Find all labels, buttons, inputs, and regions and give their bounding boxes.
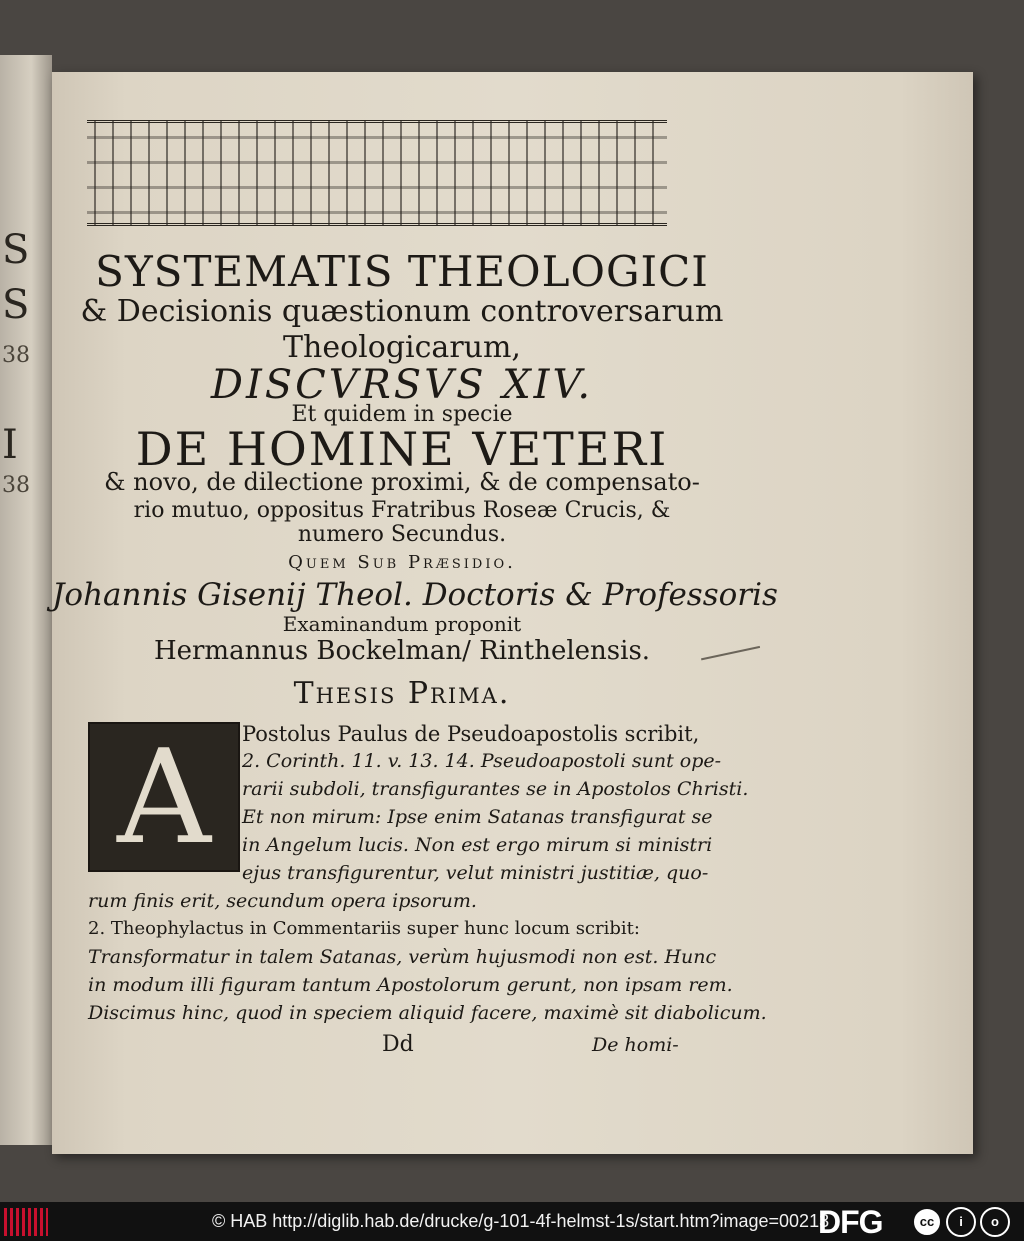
footer-bar xyxy=(0,1202,1024,1241)
edge-glyph: 38 xyxy=(2,473,30,498)
ornament-border xyxy=(87,120,667,226)
paragraph-1-line: in Angelum lucis. Non est ergo mirum si ministri xyxy=(242,834,713,856)
edge-glyph: S xyxy=(2,282,30,328)
by-icon: i xyxy=(946,1207,976,1237)
paragraph-2-line: in modum illi figuram tantum Apostolorum gerunt, non ipsam rem. xyxy=(88,974,733,996)
initial-letter: A xyxy=(117,721,211,873)
quem-line: Quem Sub Præsidio. xyxy=(288,552,516,573)
paragraph-1-line: ejus transfigurentur, velut ministri justitiæ, quo- xyxy=(242,862,709,884)
description-line-3: numero Secundus. xyxy=(297,522,507,547)
et-quidem-line: Et quidem in specie xyxy=(291,402,513,427)
cc-license-badge[interactable] xyxy=(912,1204,1022,1239)
subtitle-line-1: & Decisionis quæstionum controversarum xyxy=(80,294,724,329)
left-page-edge xyxy=(0,55,52,1145)
edge-glyph: 38 xyxy=(2,343,30,368)
catchword: De homi- xyxy=(592,1034,679,1056)
paragraph-1-line: Postolus Paulus de Pseudoapostolis scribit, xyxy=(242,722,700,746)
paragraph-2-line: Discimus hinc, quod in speciem aliquid facere, maximè sit diabolicum. xyxy=(88,1002,767,1024)
paragraph-1-line: rarii subdoli, transfigurantes se in Apostolos Christi. xyxy=(242,778,749,800)
examinandum-line: Examinandum proponit xyxy=(282,612,522,636)
sa-icon: o xyxy=(980,1207,1010,1237)
dfg-logo[interactable]: DFG xyxy=(818,1204,883,1240)
footer-link[interactable]: © HAB http://diglib.hab.de/drucke/g-101-4f-helmst-1s/start.htm?image=00213 xyxy=(212,1211,830,1231)
thesis-heading: Thesis Prima. xyxy=(293,676,511,711)
paragraph-2-line: Transformatur in talem Satanas, verùm hujusmodi non est. Hunc xyxy=(88,946,717,968)
cc-icon: cc xyxy=(912,1207,942,1237)
hab-logo-icon[interactable] xyxy=(4,1208,48,1236)
paragraph-1-line: 2. Corinth. 11. v. 13. 14. Pseudoapostoli sunt ope- xyxy=(242,750,722,772)
de-homine-heading: DE HOMINE VETERI xyxy=(135,422,669,476)
description-line-1: & novo, de dilectione proximi, & de compensato- xyxy=(104,468,700,496)
description-line-2: rio mutuo, oppositus Fratribus Roseæ Crucis, & xyxy=(133,498,671,523)
paragraph-1-line: rum finis erit, secundum opera ipsorum. xyxy=(88,890,477,912)
page-title: SYSTEMATIS THEOLOGICI xyxy=(95,247,709,296)
paragraph-2-line: 2. Theophylactus in Commentariis super hunc locum scribit: xyxy=(88,918,640,939)
edge-glyph: I xyxy=(2,422,18,468)
respondent-line: Hermannus Bockelman/ Rinthelensis. xyxy=(153,636,651,666)
paragraph-1-line: Et non mirum: Ipse enim Satanas transfigurat se xyxy=(242,806,713,828)
edge-glyph: S xyxy=(2,227,30,273)
signature-mark: Dd xyxy=(382,1032,414,1057)
decorated-initial xyxy=(88,722,240,872)
book-page xyxy=(52,72,973,1154)
praeses-line: Johannis Gisenij Theol. Doctoris & Professoris xyxy=(52,577,778,613)
subtitle-line-2: Theologicarum, xyxy=(283,330,521,365)
discursus-heading: DISCVRSVS XIV. xyxy=(210,362,594,408)
